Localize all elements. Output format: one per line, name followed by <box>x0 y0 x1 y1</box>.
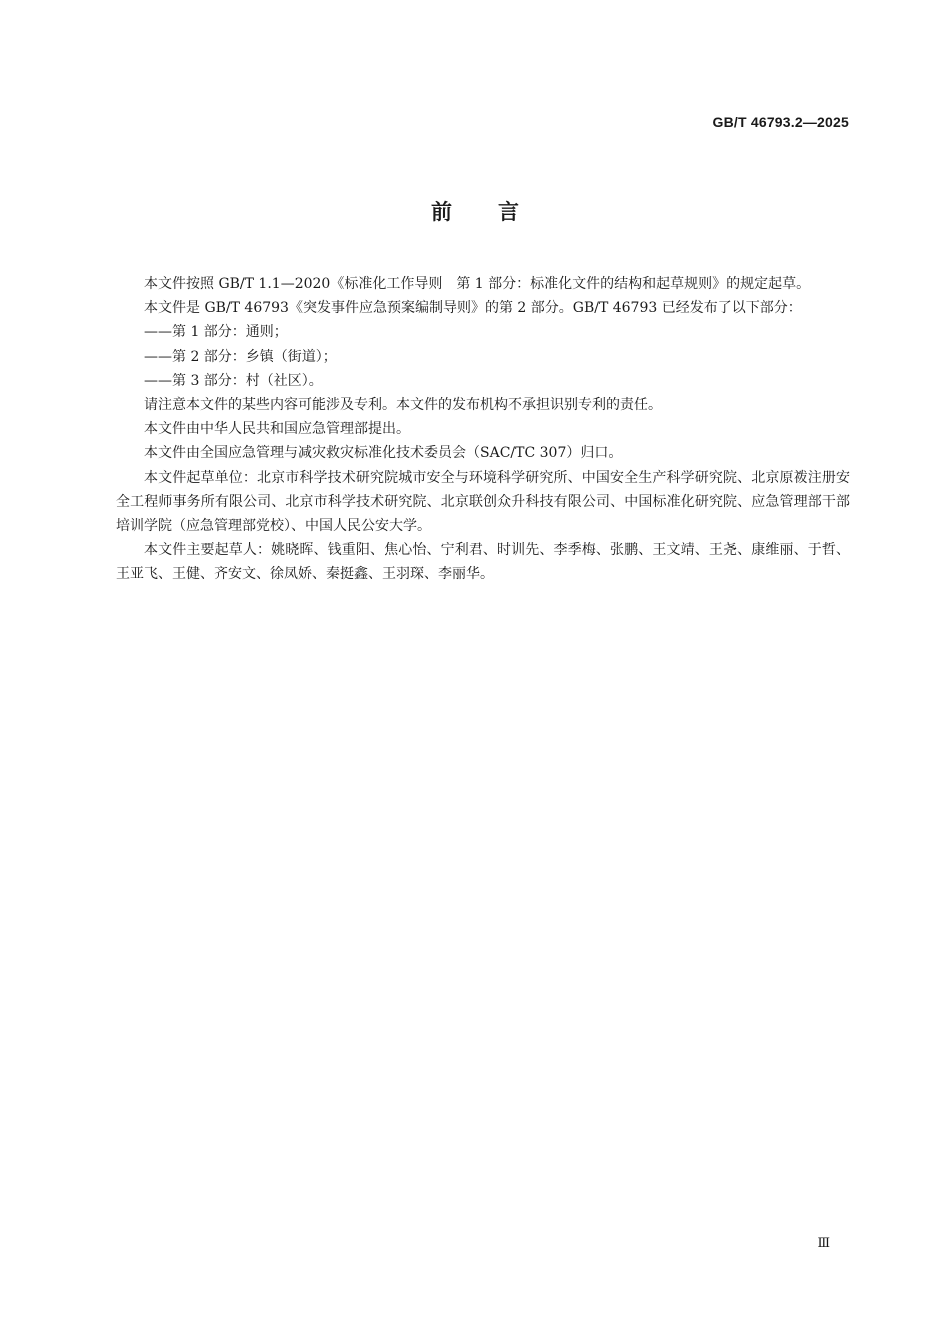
list-item-part-1: ——第 1 部分：通则； <box>144 324 288 341</box>
list-item-part-3: ——第 3 部分：村（社区）。 <box>144 372 323 389</box>
paragraph-drafters: 本文件主要起草人：姚晓晖、钱重阳、焦心怡、宁利君、时训先、李季梅、张鹏、王文靖、王尧、康维丽、于哲、王亚飞、王健、齐安文、徐凤娇、秦挺鑫、王羽琛、李丽华。 <box>116 542 850 583</box>
foreword-body <box>116 272 850 587</box>
title-char-2: 言 <box>498 200 519 224</box>
paragraph-part-structure: 本文件是 GB/T 46793《突发事件应急预案编制导则》的第 2 部分。GB/T 46793 已经发布了以下部分： <box>144 300 802 317</box>
standard-code: GB/T 46793.2—2025 <box>712 114 849 130</box>
list-item-part-2: ——第 2 部分：乡镇（街道）； <box>144 348 337 365</box>
paragraph-committee: 本文件由全国应急管理与减灾救灾标准化技术委员会（SAC/TC 307）归口。 <box>144 445 623 462</box>
paragraph-drafting-units: 本文件起草单位：北京市科学技术研究院城市安全与环境科学研究所、中国安全生产科学研究院、北京原袯注册安全工程师事务所有限公司、北京市科学技术研究院、北京联创众升科技有限公司、中国标准化研究院、应急管理部干部培训学院（应急管理部党校）、中国人民公安大学。 <box>116 469 850 535</box>
paragraph-drafting-rules: 本文件按照 GB/T 1.1—2020《标准化工作导则 第 1 部分：标准化文件的结构和起草规则》的规定起草。 <box>144 276 811 292</box>
title-char-1: 前 <box>431 200 452 224</box>
paragraph-proposer: 本文件由中华人民共和国应急管理部提出。 <box>144 421 410 438</box>
page-number: Ⅲ <box>817 1236 830 1251</box>
page-title <box>0 196 950 226</box>
paragraph-patent-notice: 请注意本文件的某些内容可能涉及专利。本文件的发布机构不承担识别专利的责任。 <box>144 397 662 414</box>
